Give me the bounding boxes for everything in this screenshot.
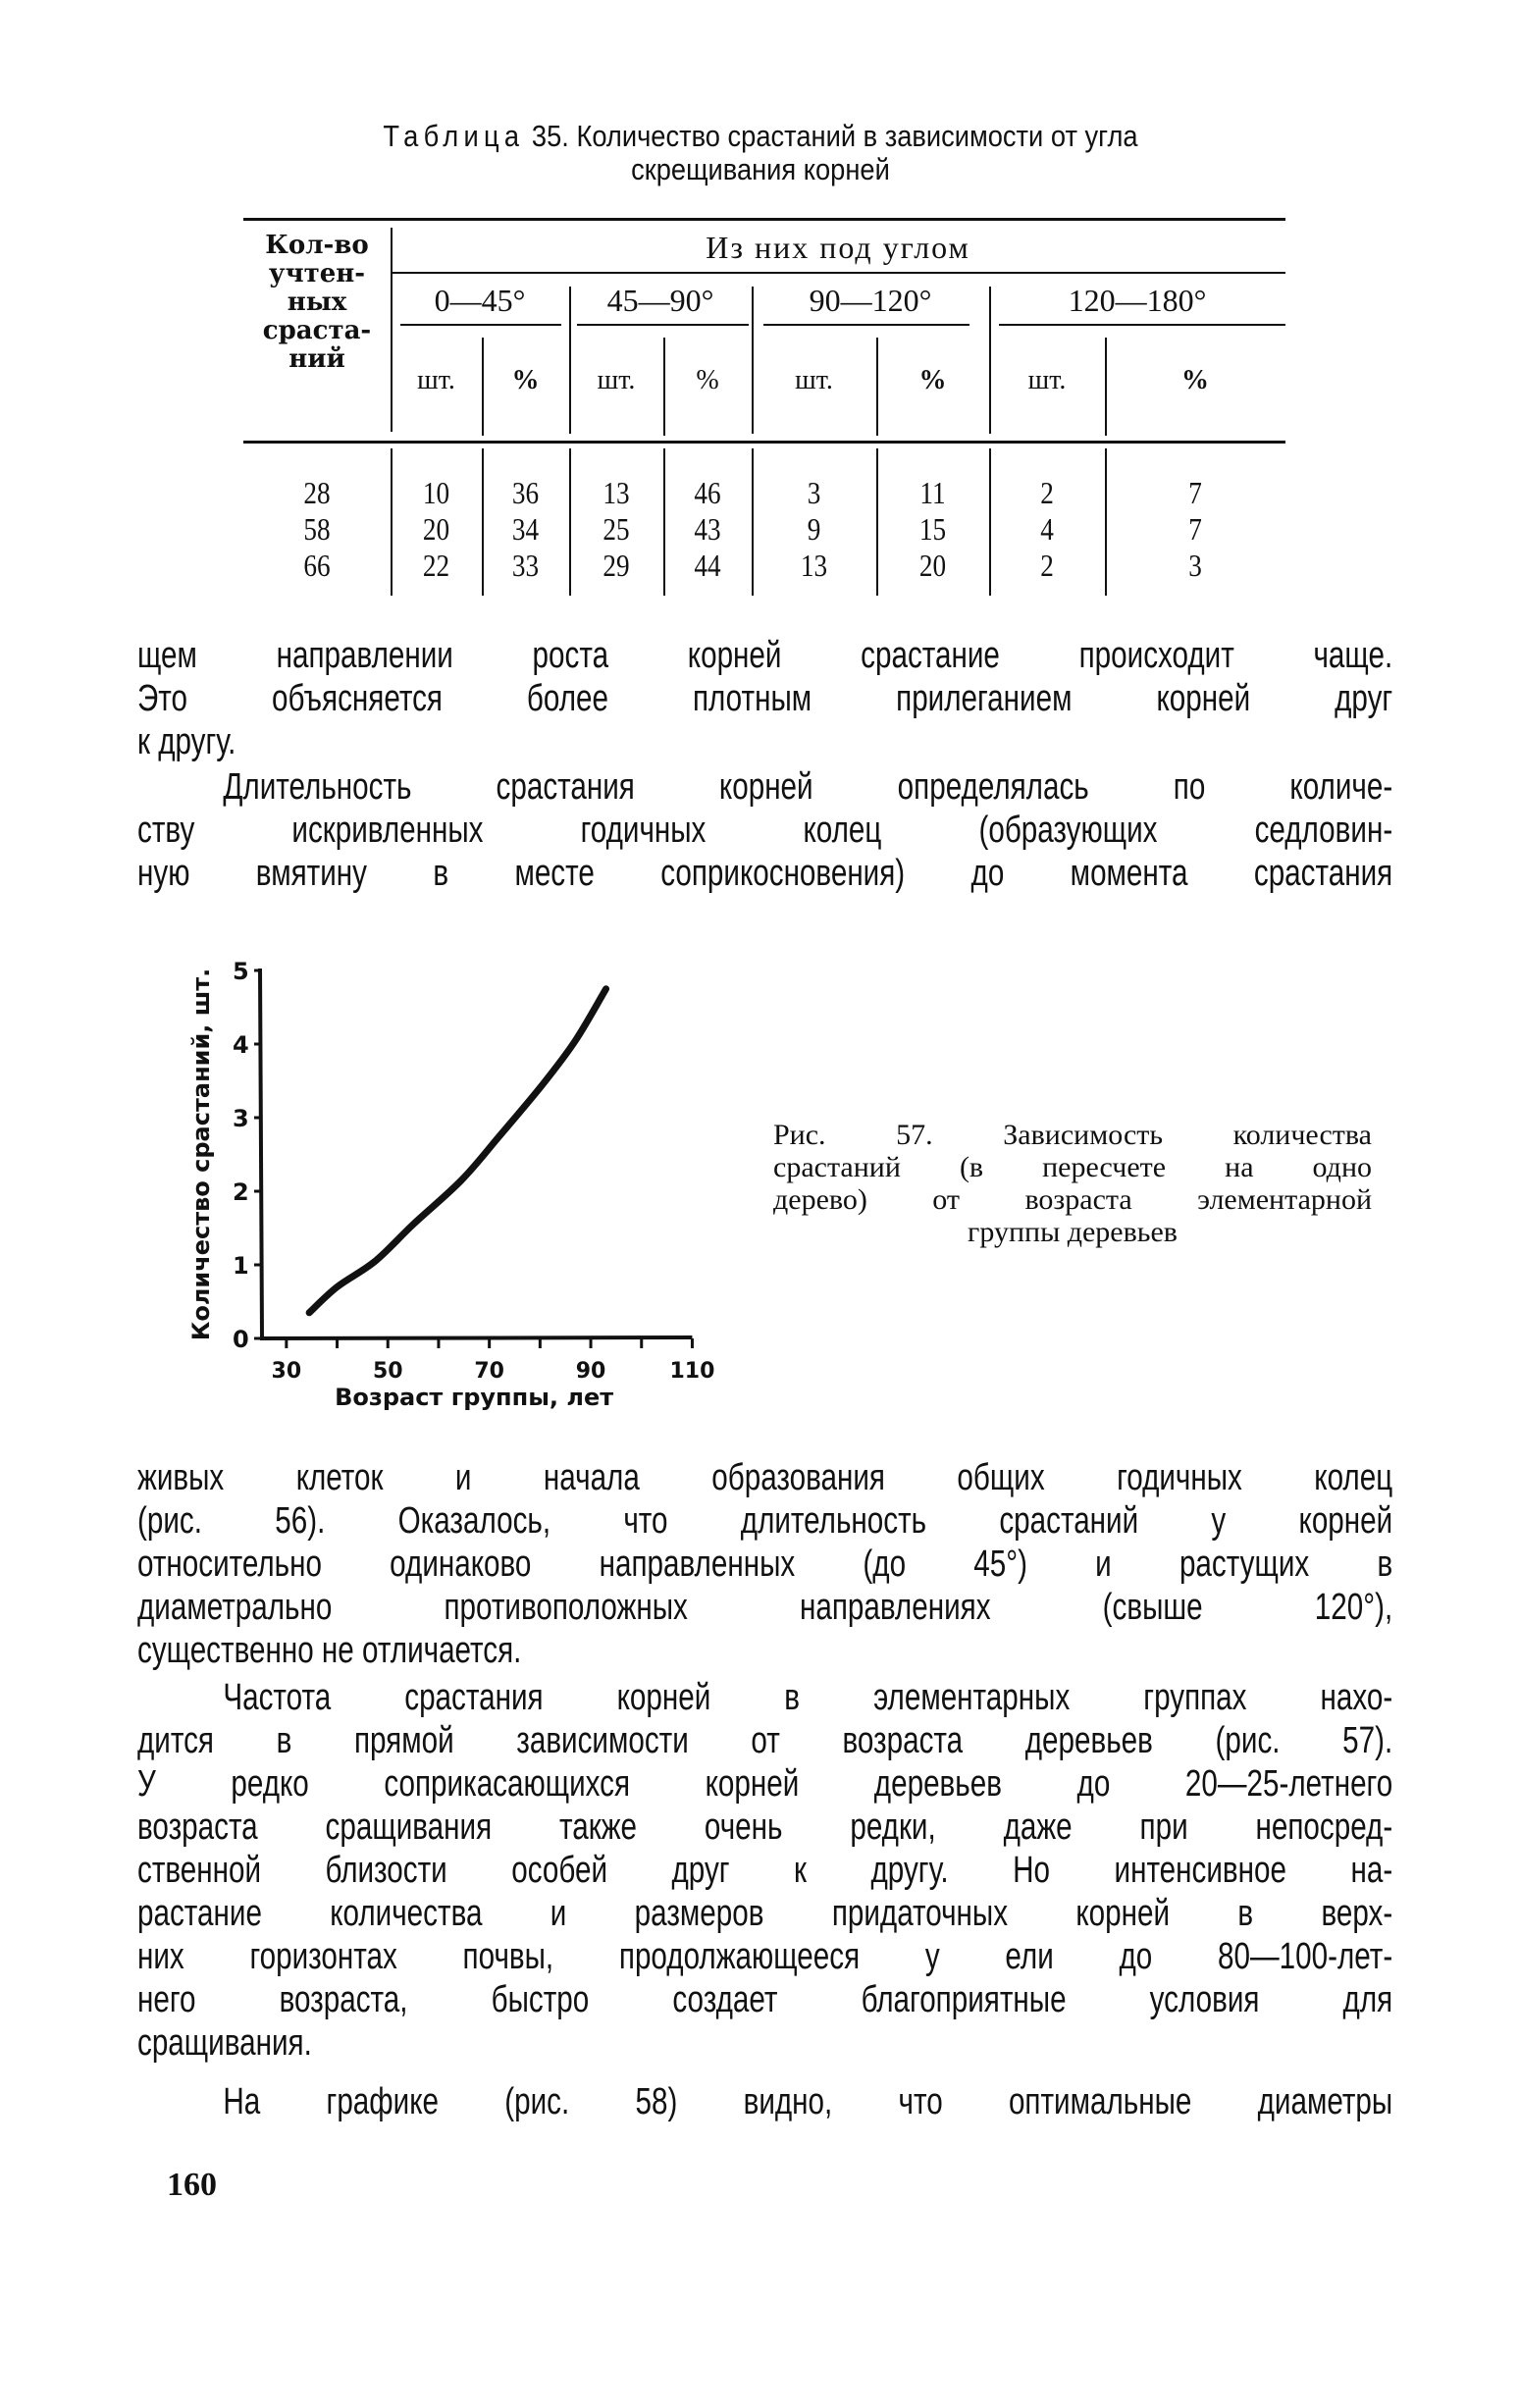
sub-header: шт. (597, 365, 636, 395)
figure-caption-line: дерево) от возраста элементарной (773, 1183, 1372, 1216)
text-line: живых клеток и начала образования общих годичных колец (137, 1457, 1393, 1498)
table-cell: 33 (511, 548, 540, 583)
angle-rule-2 (577, 324, 749, 326)
text-line: дится в прямой зависимости от возраста деревьев (рис. 57). (137, 1720, 1393, 1761)
y-tick-label: 3 (233, 1105, 249, 1132)
angle-rule-4 (999, 324, 1285, 326)
table-cell: 15 (918, 511, 947, 547)
page-number: 160 (167, 2167, 217, 2203)
text-line: Это объясняется более плотным прилеганием корней друг (137, 678, 1393, 719)
x-tick-label: 30 (271, 1359, 302, 1384)
y-tick-label: 4 (233, 1031, 249, 1059)
row-header-line: учтен- (268, 259, 366, 288)
y-tick-label: 2 (233, 1178, 249, 1206)
row-header-line: ний (288, 344, 345, 374)
table-caption-number: 35. (531, 119, 569, 153)
figure-caption-line: группы деревьев (968, 1216, 1178, 1248)
text-line: к другу. (137, 721, 236, 762)
table-cell: 7 (1188, 475, 1202, 510)
sub-header: % (1181, 365, 1209, 395)
angle-header: 0—45° (434, 283, 526, 318)
text-line: относительно одинаково направленных (до 45°) и растущих в (137, 1544, 1393, 1585)
table-cell: 43 (694, 511, 721, 547)
x-axis-label: Возраст группы, лет (335, 1384, 614, 1411)
text-line: возраста сращивания также очень редки, даже при непосред- (137, 1806, 1393, 1848)
group-header: Из них под углом (706, 230, 970, 265)
header-bottom-rule (243, 441, 1285, 444)
table-vrule (752, 448, 754, 596)
row-header-line: ных (287, 288, 347, 317)
y-tick-label: 0 (233, 1326, 249, 1353)
sub-header: шт. (417, 365, 455, 395)
table-cell-total: 66 (303, 548, 331, 583)
table-vrule (569, 448, 571, 596)
angle-rule-1 (400, 324, 561, 326)
table-cell: 25 (602, 511, 630, 547)
table-caption-label: Таблица (383, 119, 525, 153)
angle-header: 90—120° (809, 283, 932, 318)
group-header-rule (391, 272, 1285, 274)
paragraph-4 (137, 1676, 1393, 2065)
sub-header: шт. (1027, 365, 1067, 395)
text-line: него возраста, быстро создает благоприятные условия для (137, 1979, 1393, 2020)
table-cell: 11 (919, 475, 946, 510)
table-caption (221, 120, 1300, 186)
row-header-line: сраста- (262, 316, 372, 345)
text-line: диаметрально противоположных направлениях (свыше 120°), (137, 1587, 1393, 1628)
figure-57-chart (157, 932, 726, 1411)
paragraph-3 (137, 1456, 1393, 1672)
figure-caption (773, 1119, 1372, 1248)
table-cell: 13 (602, 475, 630, 510)
text-line: На графике (рис. 58) видно, что оптимальные диаметры (223, 2081, 1393, 2122)
table-vrule (989, 448, 991, 596)
text-line: У редко соприкасающихся корней деревьев до 20—25-летнего (137, 1763, 1393, 1805)
x-tick-label: 110 (669, 1359, 715, 1384)
sub-header: % (696, 365, 719, 395)
row-header-line: Кол-во (265, 231, 369, 260)
row-header (243, 232, 391, 374)
text-line: ственной близости особей друг к другу. Но интенсивное на- (137, 1850, 1393, 1891)
y-tick-label: 5 (233, 958, 249, 985)
series-line-0 (309, 989, 605, 1313)
text-line: Частота срастания корней в элементарных группах нахо- (223, 1677, 1393, 1718)
figure-caption-line: Рис. 57. Зависимость количества (773, 1119, 1372, 1151)
table-cell-total: 58 (303, 511, 331, 547)
paragraph-2 (137, 765, 1393, 895)
table-vrule (663, 448, 665, 596)
y-axis-label: Количество срастаний, шт. (187, 968, 215, 1341)
table-cell: 20 (422, 511, 450, 547)
table-cell: 3 (1188, 548, 1202, 583)
angle-header: 120—180° (1068, 283, 1207, 318)
y-axis (260, 968, 262, 1338)
table-top-rule (243, 218, 1285, 221)
table-cell-total: 28 (303, 475, 331, 510)
sub-header: % (511, 365, 540, 395)
table-cell: 10 (422, 475, 450, 510)
table-cell: 3 (807, 475, 821, 510)
table-vrule (876, 448, 878, 596)
text-line: существенно не отличается. (137, 1630, 522, 1671)
angle-header: 45—90° (606, 283, 714, 318)
table-cell: 46 (694, 475, 721, 510)
sub-header: % (918, 365, 947, 395)
table-vrule (391, 448, 393, 596)
table-cell: 7 (1188, 511, 1202, 547)
table-cell: 34 (511, 511, 540, 547)
x-tick-label: 90 (575, 1359, 606, 1384)
table-cell: 20 (918, 548, 947, 583)
table-cell: 22 (422, 548, 450, 583)
table-vrule (1105, 448, 1107, 596)
text-line: них горизонтах почвы, продолжающееся у ели до 80—100-лет- (137, 1936, 1393, 1977)
x-tick-label: 70 (474, 1359, 504, 1384)
figure-caption-line: срастаний (в пересчете на одно (773, 1151, 1372, 1183)
paragraph-5 (137, 2080, 1393, 2123)
table-cell: 2 (1040, 548, 1054, 583)
table-cell: 13 (800, 548, 828, 583)
table-cell: 4 (1040, 511, 1054, 547)
text-line: Длительность срастания корней определялась по количе- (223, 766, 1393, 808)
data-table (243, 218, 1285, 597)
table-cell: 36 (511, 475, 540, 510)
x-tick-label: 50 (372, 1359, 403, 1384)
sub-header: шт. (795, 365, 833, 395)
table-caption-text: Количество срастаний в зависимости от угла (576, 119, 1138, 153)
table-vrule (482, 448, 484, 596)
text-line: растание количества и размеров придаточных корней в верх- (137, 1893, 1393, 1934)
text-line: ству искривленных годичных колец (образующих седловин- (137, 810, 1393, 851)
text-line: щем направлении роста корней срастание происходит чаще. (137, 635, 1393, 676)
table-cell: 29 (602, 548, 630, 583)
x-axis (260, 1337, 692, 1338)
table-cell: 44 (694, 548, 721, 583)
table-caption-text-2: скрещивания корней (631, 152, 890, 186)
text-line: сращивания. (137, 2022, 312, 2064)
table-cell: 9 (807, 511, 821, 547)
text-line: ную вмятину в месте соприкосновения) до момента срастания (137, 853, 1393, 894)
text-line: (рис. 56). Оказалось, что длительность срастаний у корней (137, 1500, 1393, 1542)
y-tick-label: 1 (233, 1252, 249, 1280)
paragraph-1 (137, 634, 1393, 763)
table-cell: 2 (1040, 475, 1054, 510)
angle-rule-3 (763, 324, 969, 326)
